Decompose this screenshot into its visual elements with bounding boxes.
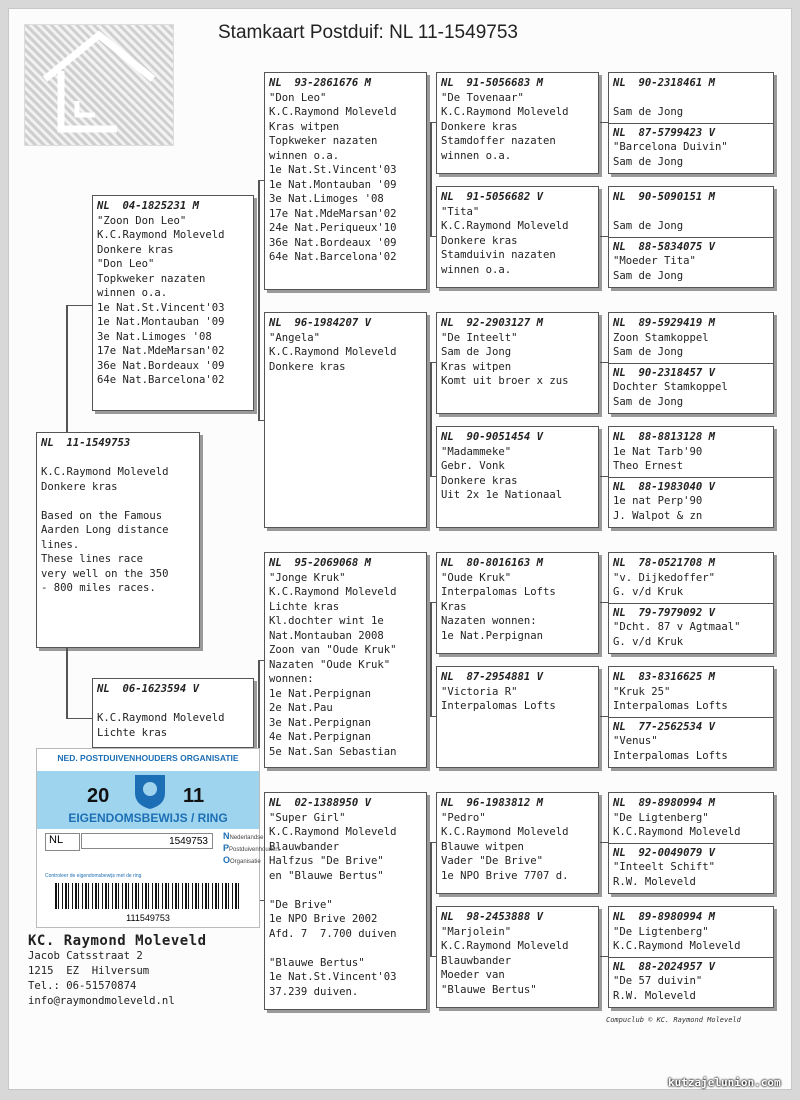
pedigree-sub-card [613,910,769,954]
card-line: "Moeder Tita" [613,255,696,267]
card-line: Interpalomas Lofts [613,749,728,762]
pedigree-pair-card [608,552,774,654]
pedigree-card [436,906,599,1008]
pedigree-card [264,312,427,528]
card-line: K.C.Raymond Moleveld [269,346,397,358]
card-line: "Jonge Kruk" [269,571,346,584]
card-line: Sam de Jong [613,269,684,282]
pedigree-card [436,552,599,654]
card-line: "Zoon Don Leo" [97,214,187,227]
card-line: Halfzus "De Brive" [269,855,384,867]
card-line: 3e Nat.Perpignan [269,716,372,729]
card-line: 2e Nat.Pau [269,702,333,714]
connector-line [600,362,608,363]
card-line: 5e Nat.San Sebastian [269,745,397,758]
connector-line [600,842,608,843]
pedigree-sub-card [609,843,773,890]
pedigree-card [264,792,427,1010]
page-title: Stamkaart Postduif: NL 11-1549753 [218,22,518,43]
connector-line [66,648,68,718]
pedigree-sub-card [609,717,773,764]
card-line: 36e Nat.Bordeaux '09 [97,359,225,372]
card-line: Uit 2x 1e Nationaal [441,489,563,501]
card-line: 1e Nat.St.Vincent'03 [269,164,397,176]
card-line: "Don Leo" [269,91,327,104]
connector-line [430,122,436,123]
card-line [97,697,249,712]
card-line: "De Inteelt" [441,331,518,344]
pedigree-pair-card [608,186,774,288]
card-line: "De Brive" [269,898,333,911]
card-line: "Barcelona Duivin" [613,141,728,153]
card-line: Sam de Jong [441,346,512,358]
ring-number: NL 88-8813128 M [613,431,716,443]
card-line: Topkweker nazaten [269,135,378,147]
card-year-left: 20 [87,785,110,807]
pedigree-pair-card [608,906,774,1008]
card-line: K.C.Raymond Moleveld [613,826,741,838]
ring-number: NL 88-5834075 V [613,240,716,253]
connector-line [430,362,436,363]
card-line: Kras witpen [441,360,512,373]
ring-number: NL 88-1983040 V [613,480,716,493]
card-line: "De Tovenaar" [441,91,524,104]
card-line: 36e Nat.Bordeaux '09 [269,236,397,249]
ring-number: NL 90-2318461 M [613,77,716,89]
ring-number: NL 90-9051454 V [441,431,544,443]
pedigree-card [92,195,254,411]
card-line: K.C.Raymond Moleveld [441,940,569,952]
card-line: Moeder van [441,969,505,981]
card-line: 1e NPO Brive 2002 [269,913,378,925]
card-line: K.C.Raymond Moleveld [269,106,397,118]
pedigree-card [436,426,599,528]
card-line: Topkweker nazaten [97,272,206,285]
connector-line [600,716,608,717]
card-line: Dochter Stamkoppel [613,381,728,393]
connector-line [430,602,436,603]
card-line: Vader "De Brive" [441,855,544,867]
connector-line [430,956,436,957]
ring-number: NL 87-2954881 V [441,671,544,683]
card-year-right: 11 [183,785,205,807]
card-line: K.C.Raymond Moleveld [41,466,169,478]
card-line: These lines race [41,553,144,565]
ring-number: NL 93-2861676 M [269,77,372,89]
ring-number: NL 88-2024957 V [613,960,716,973]
card-line: Interpalomas Lofts [441,586,556,598]
ring-number: NL 91-5056683 M [441,77,544,89]
connector-line [430,602,432,716]
card-line: Donkere kras [269,360,346,373]
card-line [613,91,769,106]
connector-line [600,956,608,957]
house-logo-icon [25,25,173,145]
pedigree-sub-card [609,603,773,650]
barcode [55,883,241,909]
card-line: Komt uit broer x zus [441,375,569,387]
card-line: Sam de Jong [613,106,684,118]
card-line: "Dcht. 87 v Agtmaal" [613,621,741,633]
connector-line [66,305,68,433]
connector-line [258,180,264,181]
pedigree-sub-card [613,556,769,600]
card-line: 3e Nat.Limoges '08 [269,193,384,205]
card-line: en "Blauwe Bertus" [269,869,384,882]
connector-line [430,842,436,843]
card-line [613,205,769,220]
card-line: very well on the 350 [41,567,169,580]
pedigree-card [436,72,599,174]
card-line: K.C.Raymond Moleveld [441,220,569,232]
card-line: 1e Nat.Montauban '09 [269,178,397,191]
owner-address: Jacob Catsstraat 2 [28,950,143,962]
connector-line [66,718,92,719]
card-line: Blauwbander [441,954,512,967]
card-line: 1e nat Perp'90 [613,495,703,507]
pedigree-pair-card [608,312,774,414]
card-line: Interpalomas Lofts [441,700,556,712]
card-line: "Kruk 25" [613,685,671,698]
card-line: Donkere kras [441,234,518,247]
card-line: 17e Nat.MdeMarsan'02 [269,207,397,220]
pedigree-sub-card [609,363,773,410]
ring-number: NL 96-1983812 M [441,797,544,809]
card-line: "Pedro" [441,811,486,824]
credit-line: Compuclub © KC. Raymond Moleveld [606,1016,741,1024]
card-line: 24e Nat.Periqueux'10 [269,222,397,234]
card-line: Aarden Long distance [41,524,169,536]
connector-line [258,180,260,420]
card-line: 1e NPO Brive 7707 d. [441,869,569,882]
card-line: Theo Ernest [613,460,684,472]
card-line: Sam de Jong [613,220,684,232]
ownership-card [36,748,281,928]
card-title: EIGENDOMSBEWIJS / RING [68,811,228,825]
card-line: 1e Nat.Perpignan [441,629,544,642]
owner-city: 1215 EZ Hilversum [28,965,150,977]
card-line: Donkere kras [441,474,518,487]
card-line: 1e Nat.St.Vincent'03 [97,301,225,314]
card-line: Interpalomas Lofts [613,700,728,712]
card-line: 37.239 duiven. [269,985,359,998]
card-line: Kl.dochter wint 1e [269,615,384,627]
card-line: "Angela" [269,331,321,344]
card-line: Zoon van "Oude Kruk" [269,644,397,656]
card-line: lines. [41,538,80,551]
connector-line [600,476,608,477]
ring-number: NL 91-5056682 V [441,191,544,203]
card-country: NL [45,833,80,851]
card-line: "Tita" [441,205,480,218]
card-line [41,451,195,466]
card-line: winnen o.a. [441,149,512,162]
ring-number: NL 92-2903127 M [441,317,544,329]
connector-line [258,420,264,421]
ring-number: NL 06-1623594 V [97,683,200,695]
connector-line [430,236,436,237]
pedigree-pair-card [608,72,774,174]
pedigree-sub-card [613,76,769,120]
card-line: K.C.Raymond Moleveld [441,106,569,118]
ring-number: NL 83-8316625 M [613,671,716,683]
card-line: "Oude Kruk" [441,571,512,584]
card-line: 1e Nat.Perpignan [269,687,372,700]
pedigree-card [436,312,599,414]
owner-phone: Tel.: 06-51570874 [28,980,137,992]
card-line: R.W. Moleveld [613,989,696,1002]
connector-line [258,660,264,661]
pedigree-card [436,792,599,894]
barcode-number: 111549753 [126,913,170,923]
ring-number: NL 90-2318457 V [613,366,716,379]
connector-line [430,842,432,956]
card-line: - 800 miles races. [41,582,156,594]
card-line: "Blauwe Bertus" [269,956,365,969]
ring-number: NL 04-1825231 M [97,200,200,212]
card-line: winnen o.a. [441,263,512,276]
pedigree-card [36,432,200,648]
card-line: 1e Nat Tarb'90 [613,445,703,458]
card-line: Donkere kras [41,480,118,493]
connector-line [430,122,432,236]
connector-line [430,716,436,717]
connector-line [600,602,608,603]
ring-number: NL 80-8016163 M [441,557,544,569]
watermark: kutzajelunion.com [668,1076,781,1089]
owner-block [28,934,207,1009]
card-line: 4e Nat.Perpignan [269,731,372,743]
card-line: 64e Nat.Barcelona'02 [97,374,225,386]
ring-number: NL 02-1388950 V [269,797,372,809]
pedigree-sub-card [609,477,773,524]
card-line: Sam de Jong [613,346,684,358]
card-line: Stamdoffer nazaten [441,135,556,147]
ring-number: NL 98-2453888 V [441,911,544,923]
pedigree-sub-card [609,237,773,284]
ring-number: NL 78-0521708 M [613,557,716,569]
card-line: Kras [441,600,467,613]
pedigree-pair-card [608,426,774,528]
card-line: Lichte kras [97,726,168,739]
card-org: NED. POSTDUIVENHOUDERS ORGANISATIE [57,753,239,763]
card-line: K.C.Raymond Moleveld [269,586,397,598]
card-npo: NNederlandse PPostduivenhouders OOrganisatie [223,831,281,865]
connector-line [600,236,608,237]
card-line: "Marjolein" [441,925,512,938]
ring-number: NL 89-8980994 M [613,797,716,809]
card-line: K.C.Raymond Moleveld [97,712,225,724]
loft-logo [24,24,174,146]
card-line: winnen o.a. [97,287,168,299]
ring-number: NL 92-0049079 V [613,846,716,859]
card-line: winnen o.a. [269,149,340,162]
card-line: "Victoria R" [441,685,518,698]
card-line: Based on the Famous [41,509,163,522]
card-line: Nazaten wonnen: [441,615,537,627]
card-line: "Blauwe Bertus" [441,983,537,996]
card-line: 1e Nat.St.Vincent'03 [269,971,397,983]
card-line: Nazaten "Oude Kruk" [269,658,391,671]
card-line: "De 57 duivin" [613,975,703,987]
card-line: wonnen: [269,673,314,685]
card-line: "De Ligtenberg" [613,925,709,938]
card-line: Gebr. Vonk [441,460,505,472]
ring-number: NL 95-2069068 M [269,557,372,569]
card-line: Zoon Stamkoppel [613,331,709,344]
card-line: K.C.Raymond Moleveld [613,940,741,952]
connector-line [430,362,432,476]
card-line: "Inteelt Schift" [613,861,716,873]
connector-line [66,305,92,306]
pedigree-sub-card [609,123,773,170]
pedigree-card [436,666,599,768]
card-line: K.C.Raymond Moleveld [441,826,569,838]
pedigree-sub-card [613,316,769,360]
card-line: Lichte kras [269,600,340,613]
pedigree-pair-card [608,666,774,768]
card-line: G. v/d Kruk [613,635,684,648]
ring-number: NL 11-1549753 [41,437,131,449]
card-line: K.C.Raymond Moleveld [97,229,225,241]
pedigree-sub-card [613,796,769,840]
card-line [269,941,422,956]
ring-number: NL 87-5799423 V [613,126,716,139]
card-line: K.C.Raymond Moleveld [269,826,397,838]
pedigree-card [92,678,254,748]
card-line: Blauwbander [269,840,340,853]
pedigree-card [264,72,427,290]
card-line: Stamduivin nazaten [441,249,556,261]
ring-number: NL 79-7979092 V [613,606,716,619]
card-line: 3e Nat.Limoges '08 [97,330,212,343]
card-line: J. Walpot & zn [613,509,703,522]
card-line: "Madammeke" [441,445,512,458]
owner-email[interactable]: info@raymondmoleveld.nl [28,995,175,1007]
card-line: Kras witpen [269,120,340,133]
ring-number: NL 96-1984207 V [269,317,372,329]
ring-number: NL 90-5090151 M [613,191,716,203]
owner-name: KC. Raymond Moleveld [28,933,207,949]
pedigree-sub-card [613,190,769,234]
pedigree-card [264,552,427,768]
card-line: "De Ligtenberg" [613,811,709,824]
card-ring-number: 1549753 [81,833,213,849]
ring-number: NL 89-8980994 M [613,911,716,923]
card-line: Nat.Montauban 2008 [269,629,384,642]
connector-line [430,476,436,477]
card-line: R.W. Moleveld [613,875,696,888]
card-line: G. v/d Kruk [613,586,684,598]
pedigree-card [436,186,599,288]
pedigree-sub-card [613,430,769,474]
card-line: "v. Dijkedoffer" [613,571,716,584]
card-line: "Don Leo" [97,258,155,270]
card-line: Afd. 7 7.700 duiven [269,927,397,940]
connector-line [600,122,608,123]
card-line: Donkere kras [97,243,174,256]
card-line [41,494,195,509]
card-line: "Venus" [613,735,658,747]
card-line: "Super Girl" [269,811,346,824]
pedigree-pair-card [608,792,774,894]
card-line: Blauwe witpen [441,840,524,853]
ring-number: NL 77-2562534 V [613,720,716,733]
ring-number: NL 89-5929419 M [613,317,716,329]
card-line [269,883,422,898]
pedigree-sub-card [609,957,773,1004]
card-line: Donkere kras [441,120,518,133]
card-line: Sam de Jong [613,395,684,408]
card-line: 17e Nat.MdeMarsan'02 [97,345,225,357]
card-line: Sam de Jong [613,155,684,168]
card-line: 1e Nat.Montauban '09 [97,316,225,328]
card-line: 64e Nat.Barcelona'02 [269,251,397,263]
pedigree-sub-card [613,670,769,714]
lion-crest-icon [129,771,171,811]
card-note: Controleer de eigendomsbewijs met de ring [45,873,142,879]
